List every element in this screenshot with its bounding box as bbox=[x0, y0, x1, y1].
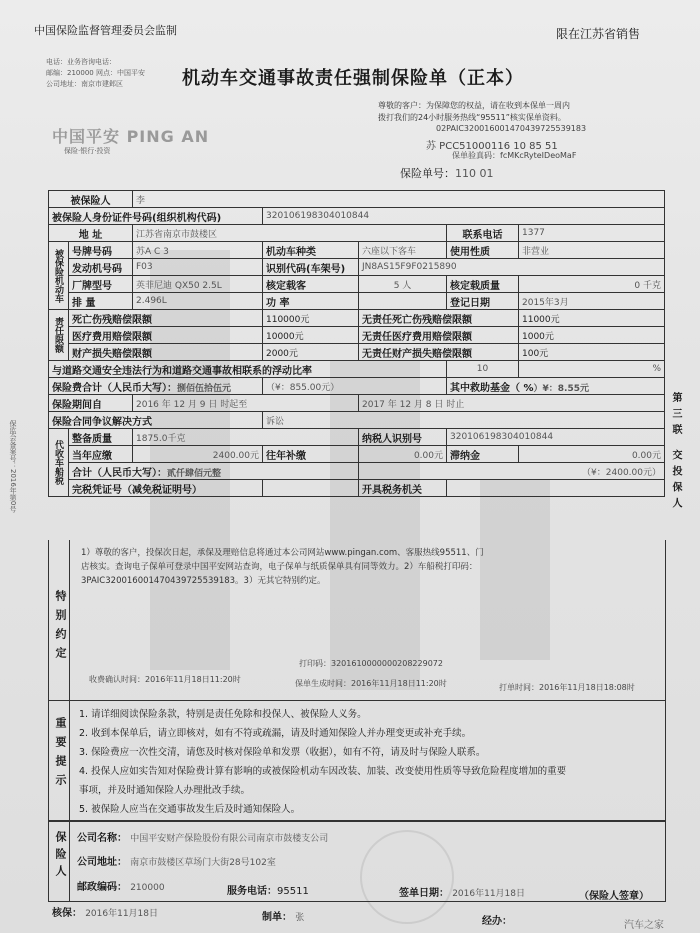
past-due-value: 0.00元 bbox=[359, 446, 447, 463]
displacement-label: 排 量 bbox=[69, 293, 133, 310]
period-from: 2016 年 12 月 9 日 时起至 bbox=[133, 395, 359, 412]
special-line-2: 店核实。查询电子保单可登录中国平安网站查询，电子保单与纸质保单具有同等效力。2）车船税打印码： bbox=[81, 562, 478, 572]
barcode-code-1: 02PAIC320016001470439725539183 bbox=[436, 124, 587, 133]
region-label: 限在江苏省销售 bbox=[556, 27, 641, 41]
tax-sum: 合计（人民币大写）：贰仟肆佰元整 bbox=[69, 463, 359, 480]
reg-date-value: 2015年3月 bbox=[519, 293, 665, 310]
model-label: 厂牌型号 bbox=[69, 276, 133, 293]
tax-office-value bbox=[447, 480, 665, 497]
sign-date: 签单日期： 2016年11月18日 bbox=[399, 888, 525, 899]
logo-subtitle: 保险·银行·投资 bbox=[64, 147, 111, 155]
liability-row-label: 死亡伤残赔偿限额 bbox=[69, 310, 263, 327]
filing-number: 保监会备案号：2016年第0号 bbox=[9, 420, 17, 513]
barcode-code-2: 苏 PCC51000116 10 85 51 bbox=[426, 141, 558, 152]
effect-time: 保单生成时间：2016年11月18日11:20时 bbox=[295, 679, 447, 688]
curb-weight-label: 整备质量 bbox=[69, 429, 133, 446]
rescue-fund: 其中救助基金（ %）¥：8.55元 bbox=[447, 378, 665, 395]
liability-row-value: 2000元 bbox=[263, 344, 359, 361]
premium-total: 保险费合计（人民币大写）：捌佰伍拾伍元 bbox=[49, 378, 263, 395]
taxpayer-value: 320106198304010844 bbox=[447, 429, 665, 446]
phone-value: 1377 bbox=[519, 225, 665, 242]
verify-code: 保单验真码：fcMKcRyteIDeoMaF bbox=[452, 151, 577, 160]
period-label: 保险期间自 bbox=[49, 395, 133, 412]
tax-section: 代收车船税 bbox=[49, 429, 69, 497]
reminder-item: 事项，并及时通知保险人办理批改手续。 bbox=[79, 785, 251, 796]
page-title: 机动车交通事故责任强制保险单（正本） bbox=[182, 68, 524, 89]
model-value: 英菲尼迪 QX50 2.5L bbox=[133, 276, 263, 293]
power-label: 功 率 bbox=[263, 293, 359, 310]
liability-section: 责任限额 bbox=[49, 310, 69, 361]
service-phone: 服务电话：95511 bbox=[227, 886, 309, 897]
liability-row-value: 100元 bbox=[519, 344, 665, 361]
org-label: 中国保险监督管理委员会监制 bbox=[34, 24, 177, 37]
handler: 经办： bbox=[482, 916, 512, 927]
liability-row-label: 财产损失赔偿限额 bbox=[69, 344, 263, 361]
liability-row-value: 10000元 bbox=[263, 327, 359, 344]
insured-id-value: 320106198304010844 bbox=[263, 208, 665, 225]
reg-date-label: 登记日期 bbox=[447, 293, 519, 310]
insured-id-label: 被保险人身份证件号码(组织机构代码) bbox=[49, 208, 263, 225]
tax-print-code: 打印码：3201610000000208229072 bbox=[299, 659, 443, 668]
insurer-section: 保险人 bbox=[54, 831, 67, 882]
watermark-text: 汽车之家 bbox=[624, 920, 664, 931]
vehicle-section: 被保险机动车 bbox=[49, 242, 69, 310]
seats-value: 5 人 bbox=[359, 276, 447, 293]
reminder-item: 1. 请详细阅读保险条款，特别是责任免除和投保人、被保险人义务。 bbox=[79, 709, 367, 720]
underwriter: 核保： 2016年11月18日 bbox=[52, 908, 158, 919]
pingan-logo: 中国平安 PING AN bbox=[52, 127, 210, 146]
mass-label: 核定载质量 bbox=[447, 276, 519, 293]
late-fee-label: 滞纳金 bbox=[447, 446, 519, 463]
engine-value: F03 bbox=[133, 259, 263, 276]
reminders-section: 重要提示 bbox=[54, 717, 67, 793]
reminder-item: 5. 被保险人应当在交通事故发生后及时通知保险人。 bbox=[79, 804, 301, 815]
print-time: 打单时间：2016年11月18日18:08时 bbox=[499, 683, 635, 692]
special-section: 特别约定 bbox=[54, 590, 67, 666]
reminders-box bbox=[48, 700, 666, 822]
motor-type-value: 六座以下客车 bbox=[359, 242, 447, 259]
mass-value: 0 千克 bbox=[519, 276, 665, 293]
tax-cert-label: 完税凭证号（减免税证明号） bbox=[69, 480, 263, 497]
addr-line-2: 邮编：210000 网点：中国平安 bbox=[46, 69, 145, 77]
use-value: 非营业 bbox=[519, 242, 665, 259]
copy-label: 第三联 交投保人 bbox=[670, 392, 681, 514]
liability-row-value: 110000元 bbox=[263, 310, 359, 327]
phone-label: 联系电话 bbox=[447, 225, 519, 242]
engine-label: 发动机号码 bbox=[69, 259, 133, 276]
reminder-item: 4. 投保人应如实告知对保险费计算有影响的或被保险机动车因改装、加装、改变使用性质等导致危险程度增加的重要 bbox=[79, 766, 567, 777]
notice-line-1: 尊敬的客户：为保障您的权益，请在收到本保单一周内 bbox=[378, 101, 570, 110]
premium-amount: （¥：855.00元） bbox=[263, 378, 447, 395]
use-label: 使用性质 bbox=[447, 242, 519, 259]
float-ratio-value: 10 bbox=[447, 361, 519, 378]
power-value bbox=[359, 293, 447, 310]
notice-line-2: 拨打我们的24小时服务热线“95511”核实保单资料。 bbox=[378, 113, 566, 122]
insurer-seal-label: （保险人签章） bbox=[579, 891, 649, 902]
insured-name: 李 bbox=[133, 191, 665, 208]
policy-number: 保险单号：110 01 bbox=[400, 167, 494, 180]
reminder-item: 2. 收到本保单后，请立即核对，如有不符或疏漏，请及时通知保险人并办理变更或补充手续。 bbox=[79, 728, 472, 739]
receipt-time: 收费确认时间：2016年11月18日11:20时 bbox=[89, 675, 241, 684]
special-line-1: 1）尊敬的客户，投保次日起，承保及理赔信息将通过本公司网站www.pingan.com、客服热线95511、门 bbox=[81, 548, 484, 558]
tax-sum-value: （¥：2400.00元） bbox=[359, 463, 665, 480]
year-due-label: 当年应缴 bbox=[69, 446, 133, 463]
special-agreement-box bbox=[48, 540, 666, 701]
liability-row-label: 医疗费用赔偿限额 bbox=[69, 327, 263, 344]
address-label: 地 址 bbox=[49, 225, 133, 242]
vin-label: 识别代码(车架号) bbox=[263, 259, 359, 276]
period-to: 2017 年 12 月 8 日 时止 bbox=[359, 395, 665, 412]
reminder-item: 3. 保险费应一次性交清，请您及时核对保险单和发票（收据），如有不符，请及时与保险人联系。 bbox=[79, 747, 486, 758]
seats-label: 核定载客 bbox=[263, 276, 359, 293]
liability-row-value: 1000元 bbox=[519, 327, 665, 344]
motor-type-label: 机动车种类 bbox=[263, 242, 359, 259]
liability-row-label: 无责任财产损失赔偿限额 bbox=[359, 344, 519, 361]
displacement-value: 2.496L bbox=[133, 293, 263, 310]
float-ratio-label: 与道路交通安全违法行为和道路交通事故相联系的浮动比率 bbox=[49, 361, 447, 378]
plate-label: 号牌号码 bbox=[69, 242, 133, 259]
liability-row-label: 无责任医疗费用赔偿限额 bbox=[359, 327, 519, 344]
plate-value: 苏A C 3 bbox=[133, 242, 263, 259]
late-fee-value: 0.00元 bbox=[519, 446, 665, 463]
insured-label: 被保险人 bbox=[49, 191, 133, 208]
insurer-box bbox=[48, 820, 666, 902]
year-due-value: 2400.00元 bbox=[133, 446, 263, 463]
special-line-3: 3PAIC320016001470439725539183。3）无其它特别约定。 bbox=[81, 576, 326, 586]
dispute-value: 诉讼 bbox=[263, 412, 665, 429]
tax-office-label: 开具税务机关 bbox=[359, 480, 447, 497]
maker: 制单： 张 bbox=[262, 912, 305, 923]
company-name: 公司名称： 中国平安财产保险股份有限公司南京市鼓楼支公司 bbox=[77, 833, 329, 844]
company-address: 公司地址： 南京市鼓楼区草场门大街28号102室 bbox=[77, 857, 276, 868]
policy-table bbox=[48, 190, 665, 497]
taxpayer-label: 纳税人识别号 bbox=[359, 429, 447, 446]
liability-row-label: 无责任死亡伤残赔偿限额 bbox=[359, 310, 519, 327]
float-ratio-unit: % bbox=[519, 361, 665, 378]
liability-row-value: 11000元 bbox=[519, 310, 665, 327]
tax-cert-value bbox=[263, 480, 359, 497]
addr-line-3: 公司地址：南京市建邺区 bbox=[46, 80, 123, 88]
zip-code: 邮政编码： 210000 bbox=[77, 882, 165, 893]
curb-weight-value: 1875.0千克 bbox=[133, 429, 359, 446]
dispute-label: 保险合同争议解决方式 bbox=[49, 412, 263, 429]
address-value: 江苏省南京市鼓楼区 bbox=[133, 225, 447, 242]
vin-value: JN8AS15F9F0215890 bbox=[359, 259, 665, 276]
addr-line-1: 电话：业务咨询电话： bbox=[46, 58, 116, 66]
past-due-label: 往年补缴 bbox=[263, 446, 359, 463]
